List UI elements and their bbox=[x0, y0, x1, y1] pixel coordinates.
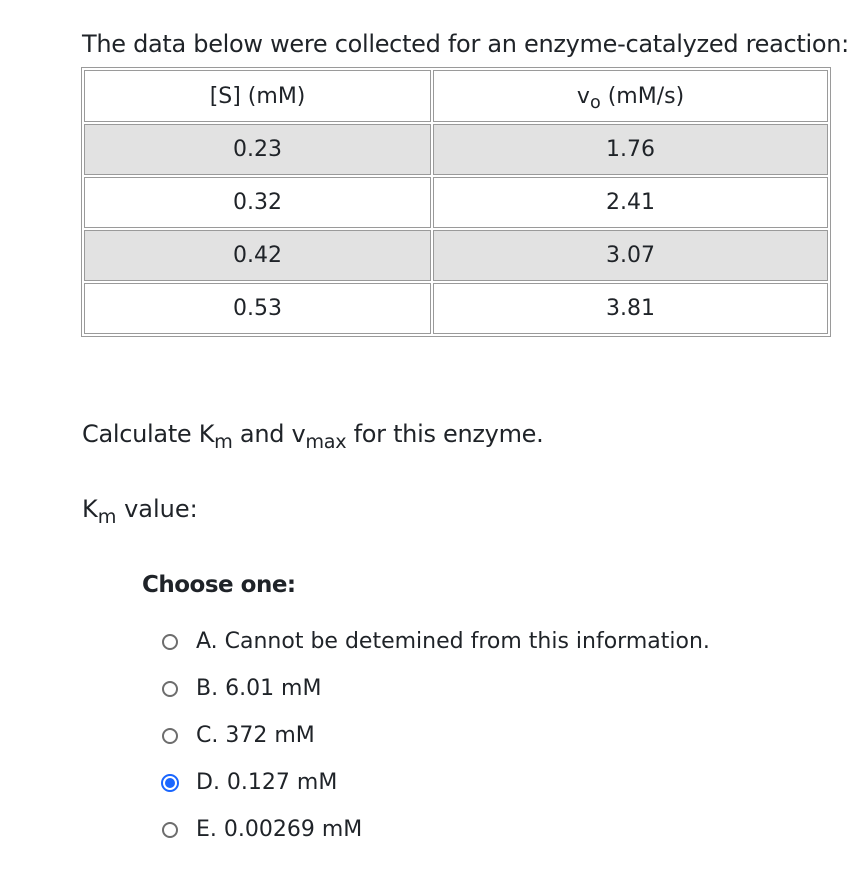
option-label: D. 0.127 mM bbox=[196, 770, 338, 795]
cell-velocity: 1.76 bbox=[433, 124, 828, 175]
header-substrate-concentration: [S] (mM) bbox=[84, 70, 431, 122]
radio-unchecked-icon[interactable] bbox=[162, 634, 178, 650]
km-value-label: $K_m$ value: bbox=[82, 495, 198, 528]
cell-substrate: 0.23 bbox=[84, 124, 431, 175]
option-label: C. 372 mM bbox=[196, 723, 315, 748]
cell-velocity: 2.41 bbox=[433, 177, 828, 228]
option-a[interactable] bbox=[158, 618, 818, 665]
option-b[interactable] bbox=[158, 665, 818, 712]
question-text: Calculate $K_m$ and $v_{max}$ for this enzyme. bbox=[82, 420, 544, 453]
data-table bbox=[81, 67, 831, 337]
cell-substrate: 0.32 bbox=[84, 177, 431, 228]
table-row bbox=[84, 283, 828, 334]
option-label: E. 0.00269 mM bbox=[196, 817, 363, 842]
option-d[interactable] bbox=[158, 759, 818, 806]
radio-unchecked-icon[interactable] bbox=[162, 681, 178, 697]
option-e[interactable] bbox=[158, 806, 818, 853]
radio-unchecked-icon[interactable] bbox=[162, 728, 178, 744]
choose-one-label: Choose one: bbox=[142, 572, 296, 598]
table-header-row bbox=[84, 70, 828, 122]
header-initial-velocity: $v_o$ (mM/s) bbox=[433, 70, 828, 122]
answer-options bbox=[158, 618, 818, 853]
cell-substrate: 0.53 bbox=[84, 283, 431, 334]
option-label: B. 6.01 mM bbox=[196, 676, 322, 701]
cell-substrate: 0.42 bbox=[84, 230, 431, 281]
table-row bbox=[84, 177, 828, 228]
cell-velocity: 3.81 bbox=[433, 283, 828, 334]
intro-text: The data below were collected for an enzyme-catalyzed reaction: bbox=[82, 30, 849, 58]
radio-checked-icon[interactable] bbox=[161, 774, 179, 792]
option-c[interactable] bbox=[158, 712, 818, 759]
table-row bbox=[84, 230, 828, 281]
option-label: A. Cannot be detemined from this information. bbox=[196, 629, 710, 654]
cell-velocity: 3.07 bbox=[433, 230, 828, 281]
table-row bbox=[84, 124, 828, 175]
radio-unchecked-icon[interactable] bbox=[162, 822, 178, 838]
